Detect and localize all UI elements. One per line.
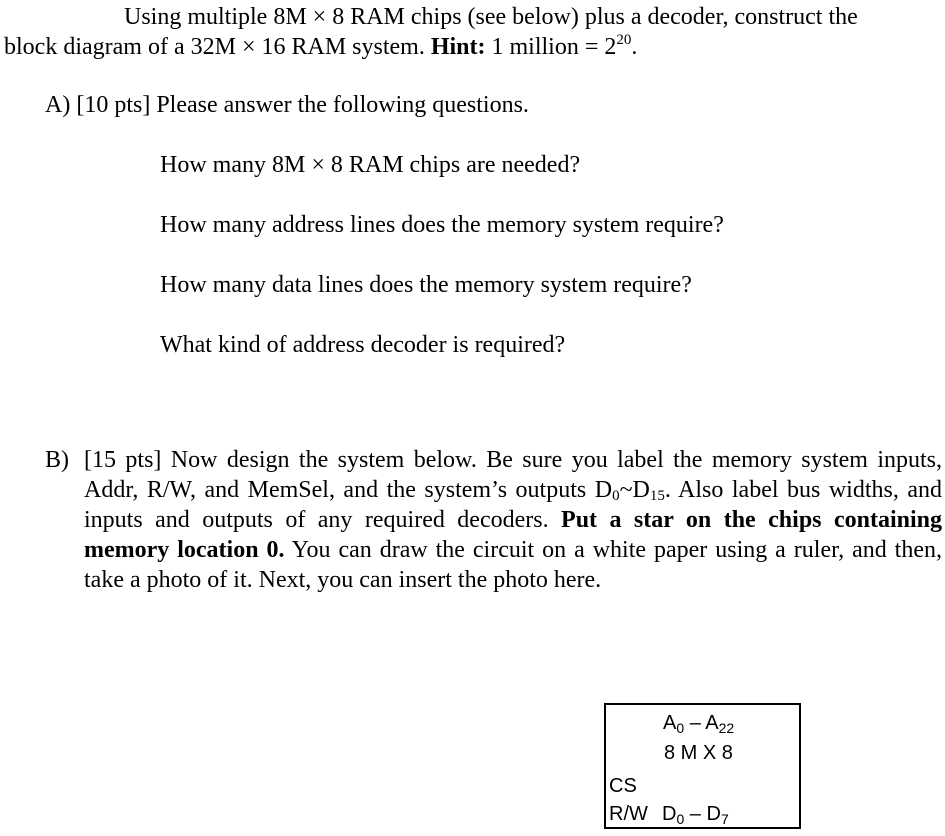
part-b-label: B) [45,447,69,473]
chip-cs-label: CS [609,775,637,797]
question-4: What kind of address decoder is required? [160,332,566,358]
intro-text: block diagram of a 32M × 16 RAM system. [4,34,425,60]
chip-addr-sub0: 0 [676,720,685,736]
part-b-sub-15: 15 [649,488,665,504]
hint-period: . [631,34,638,60]
chip-data-sub0: 0 [676,811,685,827]
question-1: How many 8M × 8 RAM chips are needed? [160,152,581,178]
chip-rw-label: R/W [609,803,648,825]
part-b-tilde: ~D [619,477,650,503]
question-2: How many address lines does the memory system require? [160,212,724,238]
part-b-sub-0: 0 [612,488,620,504]
ram-chip-diagram [604,703,801,829]
chip-size-label: 8 M X 8 [664,742,733,764]
chip-addr-sub22: 22 [718,720,735,736]
intro-line-2 [4,32,637,62]
question-3: How many data lines does the memory system require? [160,272,692,298]
part-b-text-2: . Also label bus widths, and inputs and outputs of any required decoders. [84,477,943,533]
chip-data-dash: – D [684,803,721,825]
chip-addr-a: A [663,712,677,734]
part-b-bold: Put a star on the chips containing memory location 0. [84,507,942,563]
chip-data-sub7: 7 [720,811,729,827]
hint-text: 1 million = 2 [491,34,617,60]
part-b-text-3: You can draw the circuit on a white paper using a ruler, and then, take a photo of it. Next, you can insert the photo here. [84,537,942,593]
hint-exponent: 20 [616,32,632,48]
chip-data-d: D [662,803,677,825]
chip-data-label [662,803,729,825]
hint-label: Hint: [430,34,486,60]
part-b-paragraph [84,445,942,595]
part-b-text-1: [15 pts] Now design the system below. Be sure you label the memory system inputs, Addr, R/W, and MemSel, and the system’s outputs D [84,447,942,503]
chip-address-label [663,712,734,734]
chip-addr-dash: – A [684,712,719,734]
intro-line-1: Using multiple 8M × 8 RAM chips (see below) plus a decoder, construct the [124,4,858,30]
part-a-heading: A) [10 pts] Please answer the following questions. [45,92,529,118]
